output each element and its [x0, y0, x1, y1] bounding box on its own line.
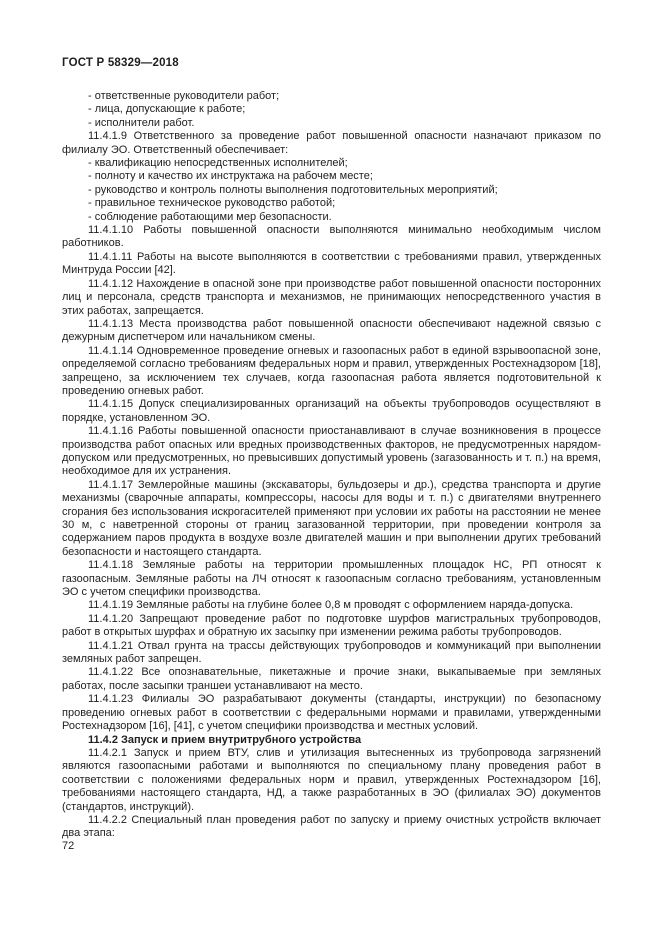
list-item: - квалификацию непосредственных исполнителей;	[88, 157, 348, 170]
paragraph: 11.4.1.21 Отвал грунта на трассы действующих трубопроводов и коммуникаций при выполнении земляных работ запрещен.	[62, 639, 601, 666]
paragraph: 11.4.2.2 Специальный план проведения работ по запуску и приему очистных устройств включает два этапа:	[62, 813, 601, 840]
paragraph: 11.4.1.19 Земляные работы на глубине более 0,8 м проводят с оформлением наряда-допуска.	[88, 599, 574, 612]
document-body	[62, 90, 601, 841]
paragraph: 11.4.1.10 Работы повышенной опасности выполняются минимально необходимым числом работников.	[62, 224, 601, 250]
list-item: - ответственные руководители работ;	[88, 90, 280, 102]
list-item: - полноту и качество их инструктажа на рабочем месте;	[88, 170, 373, 183]
section-heading: 11.4.2 Запуск и прием внутритрубного устройства	[88, 733, 362, 746]
paragraph: 11.4.1.18 Земляные работы на территории промышленных площадок НС, РП относят к газоопасным. Земляные работы на ЛЧ относят к газоопасным согласно требованиям, установленным ЭО с учетом специфики производства.	[62, 559, 601, 599]
paragraph: 11.4.1.16 Работы повышенной опасности приостанавливают в случае возникновения в процессе производства работ опасных или вредных производственных факторов, не предусмотренных нарядом-допуском или предусмотренных, но превысивших допустимый уровень (загазованность и т. п.) на время, необходимое для их устранения.	[62, 425, 601, 478]
list-item: - исполнители работ.	[88, 116, 195, 129]
paragraph: 11.4.1.20 Запрещают проведение работ по подготовке шурфов магистральных трубопроводов, работ в открытых шурфах и обратную их засыпку при изменении режима работы трубопроводов.	[62, 612, 601, 639]
page-header: ГОСТ Р 58329—2018	[62, 57, 179, 69]
page-number: 72	[62, 840, 75, 852]
paragraph: 11.4.1.23 Филиалы ЭО разрабатывают документы (стандарты, инструкции) по безопасному проведению огневых работ в соответствии с федеральными нормами и правилами, утвержденными Ростехнадзором [16], [41], с учетом специфики производства и местных условий.	[62, 693, 601, 733]
paragraph: 11.4.1.15 Допуск специализированных организаций на объекты трубопроводов осуществляют в порядке, установленном ЭО.	[62, 398, 601, 424]
paragraph: 11.4.1.13 Места производства работ повышенной опасности обеспечивают надежной связью с дежурным диспетчером или начальником смены.	[62, 317, 601, 344]
paragraph: 11.4.1.12 Нахождение в опасной зоне при производстве работ повышенной опасности посторонних лиц и персонала, средств транспорта и механизмов, не принимающих непосредственного участия в этих работах, запрещается.	[62, 277, 601, 317]
list-item: - правильное техническое руководство работой;	[88, 197, 336, 210]
paragraph: 11.4.1.22 Все опознавательные, пикетажные и прочие знаки, выкапываемые при земляных работах, после засыпки траншеи устанавливают на место.	[62, 666, 601, 692]
list-item: - руководство и контроль полноты выполнения подготовительных мероприятий;	[88, 183, 498, 196]
paragraph: 11.4.1.11 Работы на высоте выполняются в соответствии с требованиями правил, утвержденных Минтруда России [42].	[62, 250, 601, 277]
list-item: - лица, допускающие к работе;	[88, 103, 246, 116]
paragraph: 11.4.1.9 Ответственного за проведение работ повышенной опасности назначают приказом по филиалу ЭО. Ответственный обеспечивает:	[62, 130, 601, 156]
paragraph: 11.4.1.17 Землеройные машины (экскаваторы, бульдозеры и др.), средства транспорта и другие механизмы (сварочные аппараты, компрессоры, насосы для воды и т. п.) с двигателями внутреннего сгорания без использования искрогасителей применяют при условии их работы на расстоянии не менее 30 м, с наветренной стороны от границ загазованной территории, при проведении контроля за содержанием паров продукта в воздухе возле двигателей машин и при выполнении других требований безопасности и настоящего стандарта.	[62, 478, 601, 558]
list-item: - соблюдение работающими мер безопасности.	[88, 210, 332, 223]
paragraph: 11.4.1.14 Одновременное проведение огневых и газоопасных работ в единой взрывоопасной зоне, определяемой согласно требованиям федеральных норм и правил, утвержденных Ростехнадзором [18], запрещено, за исключением тех случаев, когда газоопасная работа является подготовительной к проведению огневых работ.	[62, 344, 601, 397]
paragraph: 11.4.2.1 Запуск и прием ВТУ, слив и утилизация вытесненных из трубопровода загрязнений являются газоопасными работами и выполняются по специальному плану проведения работ в соответствии с положениями федеральных норм и правил, утвержденных Ростехнадзором [16], требованиями настоящего стандарта, НД, а также разработанных в ЭО (филиалах ЭО) документов (стандартов, инструкций).	[62, 746, 601, 813]
